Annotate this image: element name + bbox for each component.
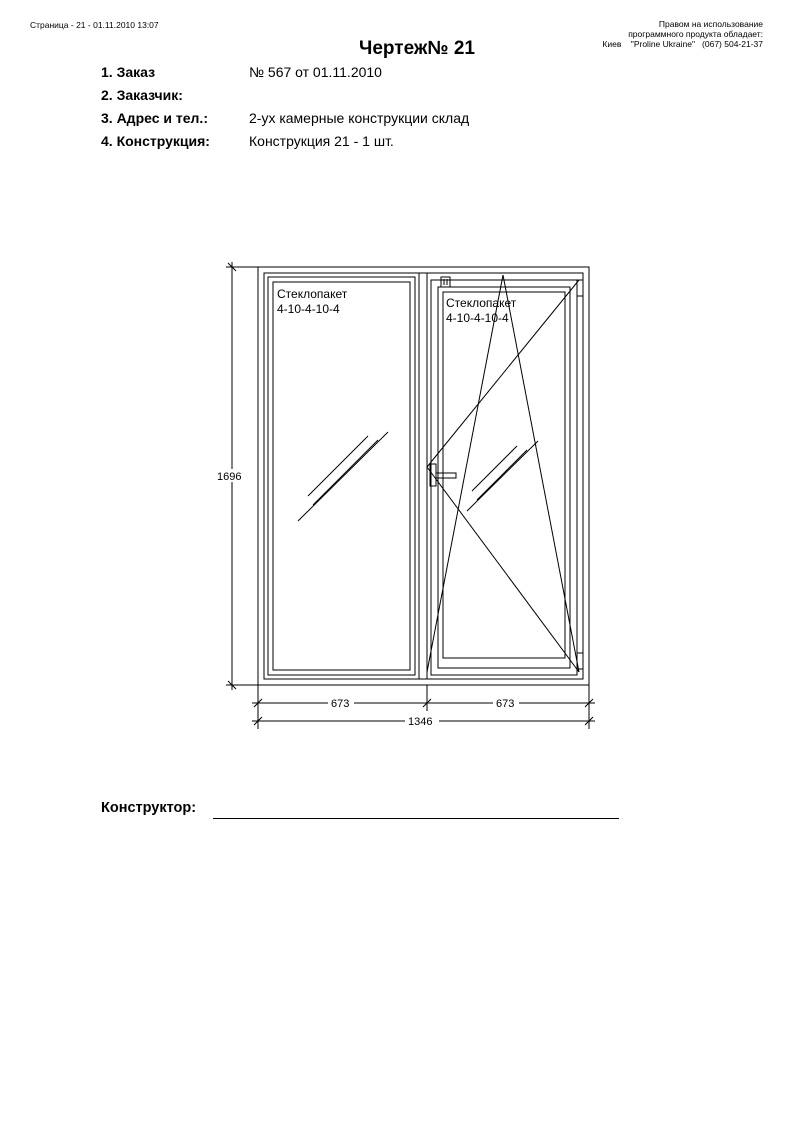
right-sash-inner <box>438 287 570 668</box>
dim-label-total-width: 1346 <box>408 716 433 728</box>
opening-line <box>427 467 579 672</box>
field-label-address: 3. Адрес и тел.: <box>101 110 208 126</box>
signature-line <box>213 818 619 819</box>
page-info: Страница - 21 - 01.11.2010 13:07 <box>30 20 159 30</box>
field-value-address: 2-ух камерные конструкции склад <box>249 110 470 126</box>
rights-line: программного продукта обладает: <box>628 29 763 39</box>
field-label-construction: 4. Конструкция: <box>101 133 210 149</box>
glass-reflection <box>477 450 527 500</box>
signature-label: Конструктор: <box>101 800 197 816</box>
hinge-top <box>577 280 583 296</box>
dim-label-right-width: 673 <box>496 698 515 710</box>
field-value-order: № 567 от 01.11.2010 <box>249 64 382 80</box>
glass-reflection <box>298 432 388 521</box>
glass-reflection <box>313 440 378 505</box>
rights-line: Киев "Proline Ukraine" (067) 504-21-37 <box>602 39 763 49</box>
field-label-order: 1. Заказ <box>101 64 156 80</box>
dim-label-height: 1696 <box>217 471 242 483</box>
right-glass-label-2: 4-10-4-10-4 <box>446 311 509 325</box>
outer-frame <box>258 267 589 685</box>
left-glass-label-2: 4-10-4-10-4 <box>277 302 340 316</box>
dim-label-left-width: 673 <box>331 698 350 710</box>
rights-line: Правом на использование <box>658 19 763 29</box>
glass-reflection <box>467 441 538 511</box>
opening-line <box>503 275 579 672</box>
field-label-customer: 2. Заказчик: <box>101 87 183 103</box>
glass-reflection <box>308 436 368 496</box>
field-value-construction: Конструкция 21 - 1 шт. <box>249 133 394 149</box>
drawing-title: Чертеж№ 21 <box>359 38 475 59</box>
handle-lever <box>436 473 456 478</box>
left-glass-label-1: Стеклопакет <box>277 287 348 301</box>
vent-mark <box>441 277 450 287</box>
right-glass-label-1: Стеклопакет <box>446 296 517 310</box>
